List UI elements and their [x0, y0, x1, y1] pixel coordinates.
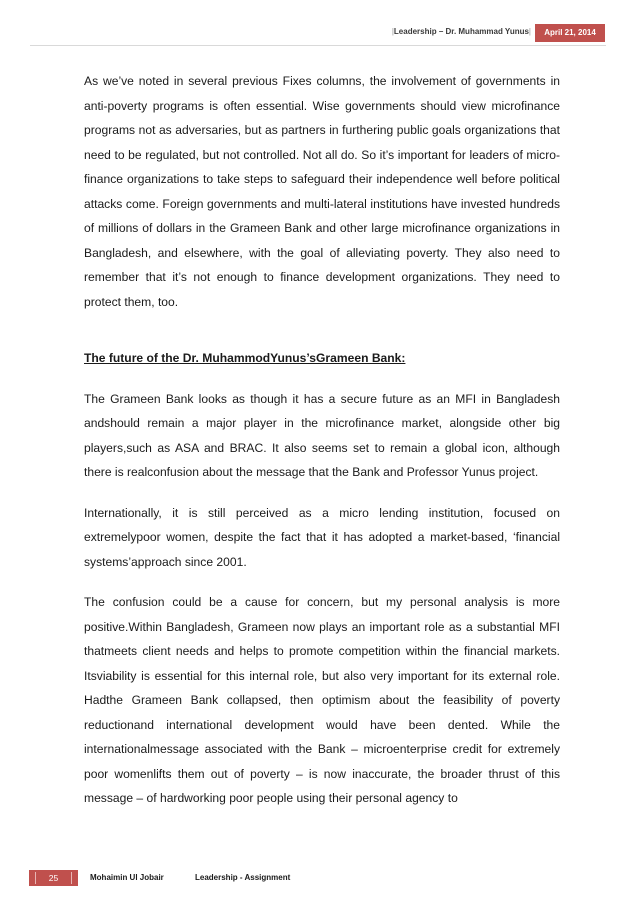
header-title-text: Leadership – Dr. Muhammad Yunus [393, 27, 529, 36]
spacer [84, 371, 560, 387]
header-title [392, 27, 531, 36]
header-divider [30, 45, 606, 46]
paragraph-secure-future: The Grameen Bank looks as though it has a secure future as an MFI in Bangladesh andshould remain a major player in the microfinance market, alongside other big players,such as ASA and BRAC. It also seems set to remain a global icon, although there is realconfusion about the message that the Bank and Professor Yunus project. [84, 391, 560, 479]
page-header [0, 24, 638, 44]
paragraph-internationally: Internationally, it is still perceived as a micro lending institution, focused on extremelypoor women, despite the fact that it has adopted a market-based, ‘financial systems’approach since 2001. [84, 505, 560, 569]
paragraph-confusion: The confusion could be a cause for concern, but my personal analysis is more positive.Within Bangladesh, Grameen now plays an important role as a substantial MFI thatmeets client needs and helps to promote competition within the financial markets. Itsviability is essential for this internal role, but also very important for its external role. Hadthe Grameen Bank collapsed, then optimism about the feasibility of poverty reductionand international development would have been dented. While the internationalmessage associated with the Bank – microenterprise credit for extremely poor womenlifts them out of poverty – is now inaccurate, the broader thrust of this message – of hardworking poor people using their personal agency to [84, 595, 560, 805]
header-bracket-right: | [528, 27, 531, 36]
page-content [84, 69, 560, 811]
spacer [84, 485, 560, 501]
footer-subject: Leadership - Assignment [195, 873, 291, 882]
spacer [84, 314, 560, 346]
page-number: 25 [29, 870, 78, 886]
header-bracket-left: | [391, 27, 394, 36]
paragraph-governments: As we’ve noted in several previous Fixes columns, the involvement of governments in anti-poverty programs is often essential. Wise governments should view microfinance programs not as adversaries, but as partners in furthering public goals organizations that need to be regulated, but not controlled. Not all do. So it’s important for leaders of micro-finance organizations to take steps to safeguard their independence well before political attacks come. Foreign governments and multi-lateral institutions have invested hundreds of millions of dollars in the Grameen Bank and other large microfinance organizations in Bangladesh, and elsewhere, with the goal of alleviating poverty. They also need to remember that it’s not enough to finance development organizations. They need to protect them, too. [84, 74, 560, 309]
page-footer [20, 870, 620, 886]
spacer [84, 574, 560, 590]
footer-author: Mohaimin Ul Jobair [90, 873, 164, 882]
header-date: April 21, 2014 [535, 24, 605, 42]
section-heading: The future of the Dr. MuhammodYunus’sGrameen Bank: [84, 351, 406, 365]
